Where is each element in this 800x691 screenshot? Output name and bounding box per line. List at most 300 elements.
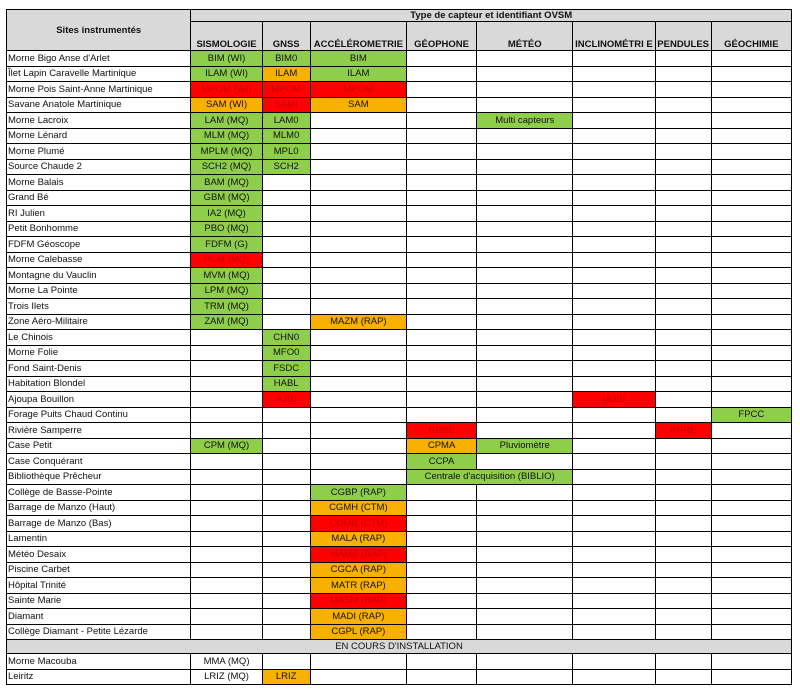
sensor-cell <box>655 485 711 501</box>
sensor-cell <box>262 516 310 532</box>
sensor-cell <box>191 624 262 640</box>
sensor-cell: Pluviomètre <box>477 438 573 454</box>
sensor-cell <box>655 144 711 160</box>
sensor-cell <box>310 407 406 423</box>
sensor-cell <box>262 562 310 578</box>
sensor-cell <box>310 206 406 222</box>
sensor-cell: MATR (RAP) <box>310 578 406 594</box>
sensor-cell <box>573 654 655 670</box>
sensor-cell <box>262 578 310 594</box>
sensor-cell <box>191 423 262 439</box>
sensor-cell <box>655 221 711 237</box>
sensor-cell <box>477 578 573 594</box>
sensor-cell <box>310 345 406 361</box>
sensor-cell <box>573 128 655 144</box>
sensor-cell: CGCA (RAP) <box>310 562 406 578</box>
sensor-cell <box>477 330 573 346</box>
sensor-cell: SAM <box>310 97 406 113</box>
sensor-cell <box>406 314 476 330</box>
sensor-cell: LRIZ (MQ) <box>191 669 262 685</box>
sensor-cell <box>406 361 476 377</box>
sensor-cell <box>573 485 655 501</box>
sensor-cell: CGMB (CTM) <box>310 516 406 532</box>
sensor-cell <box>573 500 655 516</box>
table-row <box>7 97 792 113</box>
sensor-cell <box>191 454 262 470</box>
sensor-cell <box>655 454 711 470</box>
sensor-cell <box>477 159 573 175</box>
table-row <box>7 624 792 640</box>
sensor-cell <box>262 268 310 284</box>
table-row <box>7 159 792 175</box>
site-name: Sainte Marie <box>7 593 191 609</box>
sensor-cell: IA2 (MQ) <box>191 206 262 222</box>
sensor-cell <box>310 361 406 377</box>
sensor-cell <box>711 221 791 237</box>
sensor-cell <box>477 485 573 501</box>
sensor-cell <box>711 252 791 268</box>
installation-divider-row <box>7 640 792 654</box>
sensor-cell <box>262 190 310 206</box>
sensor-cell <box>477 531 573 547</box>
sensor-cell <box>310 330 406 346</box>
sensor-cell <box>655 438 711 454</box>
sensor-cell: BAM (MQ) <box>191 175 262 191</box>
installation-label: EN COURS D'INSTALLATION <box>7 640 792 654</box>
sensor-cell <box>655 206 711 222</box>
sensor-cell <box>191 469 262 485</box>
site-name: Morne Balais <box>7 175 191 191</box>
sensor-cell <box>655 609 711 625</box>
sensor-table-container <box>6 9 792 685</box>
sensor-cell <box>477 51 573 67</box>
table-row <box>7 531 792 547</box>
sensor-cell <box>655 190 711 206</box>
sensor-cell <box>655 113 711 129</box>
table-row <box>7 423 792 439</box>
sensor-cell <box>262 175 310 191</box>
sensor-cell <box>191 531 262 547</box>
sensor-cell <box>573 237 655 253</box>
sensor-cell <box>477 593 573 609</box>
sensor-cell <box>262 624 310 640</box>
sensor-cell <box>655 175 711 191</box>
sensor-cell <box>191 361 262 377</box>
sensor-cell: ZAM (MQ) <box>191 314 262 330</box>
table-row <box>7 330 792 346</box>
sensor-cell: MLM0 <box>262 128 310 144</box>
sensor-cell <box>711 66 791 82</box>
site-name: Savane Anatole Martinique <box>7 97 191 113</box>
sensor-cell <box>262 237 310 253</box>
table-row <box>7 190 792 206</box>
sensor-cell <box>655 283 711 299</box>
sensor-cell <box>406 268 476 284</box>
sensor-cell <box>191 330 262 346</box>
sensor-cell <box>477 221 573 237</box>
table-row <box>7 221 792 237</box>
sensor-cell <box>262 485 310 501</box>
table-row <box>7 314 792 330</box>
sensor-cell <box>310 438 406 454</box>
sensor-cell <box>310 469 406 485</box>
sensor-cell <box>477 654 573 670</box>
sensor-cell <box>191 345 262 361</box>
table-row <box>7 66 792 82</box>
site-name: Îlet Lapin Caravelle Martinique <box>7 66 191 82</box>
sensor-cell: MADI (RAP) <box>310 609 406 625</box>
sensor-cell <box>262 593 310 609</box>
sensor-cell <box>191 407 262 423</box>
site-name: Case Petit <box>7 438 191 454</box>
sensor-cell <box>191 376 262 392</box>
sensor-cell: AJBI <box>262 392 310 408</box>
sensor-cell <box>191 547 262 563</box>
sensor-cell <box>711 82 791 98</box>
sensor-cell <box>573 221 655 237</box>
sensor-cell <box>262 407 310 423</box>
sensor-cell <box>477 144 573 160</box>
sensor-cell <box>711 159 791 175</box>
site-name: Morne Lénard <box>7 128 191 144</box>
table-row <box>7 51 792 67</box>
sensor-cell <box>262 283 310 299</box>
sensor-cell: MFO0 <box>262 345 310 361</box>
sensor-cell <box>406 669 476 685</box>
sensor-cell <box>262 531 310 547</box>
sensor-cell: LAM (MQ) <box>191 113 262 129</box>
sensor-cell <box>711 654 791 670</box>
sensor-cell <box>655 407 711 423</box>
table-row <box>7 578 792 594</box>
sensor-cell <box>711 206 791 222</box>
sensor-cell: BIM (WI) <box>191 51 262 67</box>
sensor-cell <box>573 469 655 485</box>
sensor-cell <box>711 51 791 67</box>
site-name: Fond Saint-Denis <box>7 361 191 377</box>
sensor-cell: CGBP (RAP) <box>310 485 406 501</box>
sensor-cell <box>477 516 573 532</box>
sensor-cell <box>711 669 791 685</box>
sensor-cell <box>477 407 573 423</box>
sensor-cell <box>573 376 655 392</box>
sensor-cell <box>655 392 711 408</box>
sensor-cell <box>711 314 791 330</box>
sensor-cell <box>310 252 406 268</box>
sensor-cell <box>406 206 476 222</box>
sensor-cell <box>573 593 655 609</box>
site-name: Morne Macouba <box>7 654 191 670</box>
sensor-cell: Centrale d'acquisition (BIBLIO) <box>406 469 572 485</box>
site-name: Forage Puits Chaud Continu <box>7 407 191 423</box>
sensor-cell <box>477 392 573 408</box>
sensor-cell <box>477 66 573 82</box>
sensor-cell <box>406 578 476 594</box>
sensor-cell <box>711 454 791 470</box>
sensor-cell <box>310 159 406 175</box>
sensor-cell <box>477 299 573 315</box>
sensor-cell <box>573 669 655 685</box>
table-row <box>7 669 792 685</box>
sensor-cell <box>477 361 573 377</box>
sensor-cell <box>711 376 791 392</box>
sensor-cell <box>406 128 476 144</box>
site-name: Météo Desaix <box>7 547 191 563</box>
sensor-cell <box>655 593 711 609</box>
sensor-cell <box>573 624 655 640</box>
sensor-cell <box>310 376 406 392</box>
column-header: PENDULES <box>655 22 711 51</box>
sensor-cell <box>573 283 655 299</box>
sensor-cell: ILAM (WI) <box>191 66 262 82</box>
sensor-cell <box>655 51 711 67</box>
sensor-cell <box>477 190 573 206</box>
sensor-cell <box>711 128 791 144</box>
sensor-cell <box>406 97 476 113</box>
sensor-cell: FSDC <box>262 361 310 377</box>
sensor-cell <box>711 438 791 454</box>
sensor-cell <box>573 190 655 206</box>
sensor-cell: Multi capteurs <box>477 113 573 129</box>
site-name: Morne La Pointe <box>7 283 191 299</box>
sensor-cell <box>711 330 791 346</box>
sensor-cell <box>406 500 476 516</box>
sensor-cell: CPMA <box>406 438 476 454</box>
sensor-cell <box>573 578 655 594</box>
sensor-cell <box>711 237 791 253</box>
sensor-cell <box>477 97 573 113</box>
sensor-cell: FPCC <box>711 407 791 423</box>
sensor-cell <box>573 361 655 377</box>
sensor-cell <box>655 669 711 685</box>
sensor-cell: MPOM (WI) <box>191 82 262 98</box>
sensor-cell <box>262 500 310 516</box>
sensor-cell: GBM (MQ) <box>191 190 262 206</box>
column-header: GNSS <box>262 22 310 51</box>
sensor-cell <box>655 531 711 547</box>
sensor-cell <box>406 345 476 361</box>
sensor-cell <box>711 299 791 315</box>
sensor-cell <box>573 454 655 470</box>
site-name: Habitation Blondel <box>7 376 191 392</box>
site-name: Rivière Samperre <box>7 423 191 439</box>
sensor-cell <box>655 547 711 563</box>
sensor-cell <box>406 376 476 392</box>
site-name: Petit Bonhomme <box>7 221 191 237</box>
sensor-cell <box>573 407 655 423</box>
table-row <box>7 252 792 268</box>
table-row <box>7 469 792 485</box>
table-row <box>7 128 792 144</box>
sensor-cell <box>573 175 655 191</box>
table-row <box>7 268 792 284</box>
sensor-cell <box>262 454 310 470</box>
table-row <box>7 454 792 470</box>
sensor-cell: SAMI <box>262 97 310 113</box>
sensor-cell <box>711 547 791 563</box>
sensor-cell <box>573 423 655 439</box>
sensor-cell <box>711 593 791 609</box>
sensor-cell: PBO (MQ) <box>191 221 262 237</box>
sensor-cell: RPRE <box>655 423 711 439</box>
sensor-cell <box>573 345 655 361</box>
sensor-cell: CCPA <box>406 454 476 470</box>
sensor-cell <box>655 624 711 640</box>
sensor-cell <box>711 392 791 408</box>
sensor-cell <box>573 66 655 82</box>
sensor-cell <box>262 423 310 439</box>
sensor-cell <box>191 578 262 594</box>
sensor-cell <box>310 423 406 439</box>
sensor-cell <box>310 299 406 315</box>
column-header: ACCÉLÉROMETRIE <box>310 22 406 51</box>
sensor-cell <box>406 562 476 578</box>
sensor-cell: MPL0 <box>262 144 310 160</box>
sensor-cell <box>655 314 711 330</box>
sensor-cell <box>477 669 573 685</box>
sensor-cell <box>310 654 406 670</box>
site-name: Morne Lacroix <box>7 113 191 129</box>
sensor-cell <box>406 593 476 609</box>
sensor-cell <box>310 669 406 685</box>
sensor-cell <box>573 268 655 284</box>
sensor-cell <box>711 609 791 625</box>
sensor-cell <box>406 485 476 501</box>
sensor-cell <box>711 516 791 532</box>
sensor-cell: BIM <box>310 51 406 67</box>
sensor-cell <box>406 113 476 129</box>
sensor-cell <box>310 237 406 253</box>
table-row <box>7 206 792 222</box>
site-name: Grand Bé <box>7 190 191 206</box>
sensor-cell <box>573 330 655 346</box>
table-row <box>7 82 792 98</box>
sensor-cell <box>573 547 655 563</box>
sensor-cell: MAZM (RAP) <box>310 314 406 330</box>
site-name: Collège de Basse-Pointe <box>7 485 191 501</box>
sensor-cell <box>573 206 655 222</box>
sensor-cell <box>477 314 573 330</box>
table-row <box>7 392 792 408</box>
sensor-cell: MAMS (RAP) <box>310 547 406 563</box>
table-row <box>7 562 792 578</box>
sensor-cell: CPM (MQ) <box>191 438 262 454</box>
sensor-cell <box>310 175 406 191</box>
sensor-cell: HABL <box>262 376 310 392</box>
site-name: Hôpital Trinité <box>7 578 191 594</box>
sensor-cell <box>655 500 711 516</box>
site-name: FDFM Géoscope <box>7 237 191 253</box>
site-name: Case Conquérant <box>7 454 191 470</box>
sensor-cell <box>406 159 476 175</box>
sensor-cell <box>406 654 476 670</box>
table-row <box>7 438 792 454</box>
sensor-cell: ILAM <box>310 66 406 82</box>
sensor-cell <box>711 190 791 206</box>
sensor-cell <box>406 221 476 237</box>
table-row <box>7 407 792 423</box>
site-name: Trois Ilets <box>7 299 191 315</box>
sensor-cell <box>573 299 655 315</box>
table-row <box>7 654 792 670</box>
site-name: RI Julien <box>7 206 191 222</box>
sensor-cell <box>406 609 476 625</box>
sensor-cell <box>655 97 711 113</box>
sensor-cell: LAM0 <box>262 113 310 129</box>
sensor-cell <box>655 159 711 175</box>
sensor-cell: FDFM (G) <box>191 237 262 253</box>
sensor-cell <box>655 128 711 144</box>
sensor-cell <box>711 469 791 485</box>
sensor-cell <box>310 221 406 237</box>
sensor-cell <box>477 562 573 578</box>
sensor-cell <box>191 500 262 516</box>
sensor-cell <box>262 299 310 315</box>
sensor-cell <box>406 330 476 346</box>
sensor-cell <box>573 438 655 454</box>
sensor-cell <box>711 113 791 129</box>
sensor-cell <box>262 547 310 563</box>
sensor-cell: BIM0 <box>262 51 310 67</box>
sensor-cell <box>477 252 573 268</box>
sensor-cell <box>477 423 573 439</box>
site-name: Le Chinois <box>7 330 191 346</box>
sensor-cell <box>573 252 655 268</box>
sensor-cell <box>711 485 791 501</box>
sensor-cell <box>406 299 476 315</box>
sensor-cell: MPOM <box>310 82 406 98</box>
sensor-cell <box>711 345 791 361</box>
sensor-cell <box>191 516 262 532</box>
site-name: Collège Diamant - Petite Lézarde <box>7 624 191 640</box>
sensor-cell <box>406 547 476 563</box>
sensor-cell <box>573 531 655 547</box>
table-row <box>7 283 792 299</box>
sensor-cell <box>573 51 655 67</box>
sensor-cell <box>711 361 791 377</box>
sensor-cell <box>655 268 711 284</box>
table-row <box>7 113 792 129</box>
sensor-cell <box>310 283 406 299</box>
sensor-cell <box>573 314 655 330</box>
site-name: Barrage de Manzo (Haut) <box>7 500 191 516</box>
sensor-cell <box>573 159 655 175</box>
sensor-cell <box>262 654 310 670</box>
sensor-cell <box>477 345 573 361</box>
sensor-cell <box>406 175 476 191</box>
sensor-cell <box>406 82 476 98</box>
site-name: Morne Pois Saint-Anne Martinique <box>7 82 191 98</box>
sensor-cell <box>406 66 476 82</box>
sensor-type-group-header: Type de capteur et identifiant OVSM <box>191 10 792 22</box>
table-row <box>7 361 792 377</box>
sensor-cell <box>477 454 573 470</box>
sensor-cell <box>406 516 476 532</box>
sensor-cell <box>262 221 310 237</box>
sensor-cell <box>406 144 476 160</box>
sensor-cell <box>573 113 655 129</box>
sensor-cell <box>310 190 406 206</box>
table-row <box>7 144 792 160</box>
sensor-cell <box>711 97 791 113</box>
sensor-cell <box>711 578 791 594</box>
sensor-cell: MVM (MQ) <box>191 268 262 284</box>
sensor-cell <box>262 438 310 454</box>
sensor-cell <box>406 252 476 268</box>
sensor-cell: PCM (MQ) <box>191 252 262 268</box>
site-name: Leiritz <box>7 669 191 685</box>
sensor-cell <box>262 314 310 330</box>
